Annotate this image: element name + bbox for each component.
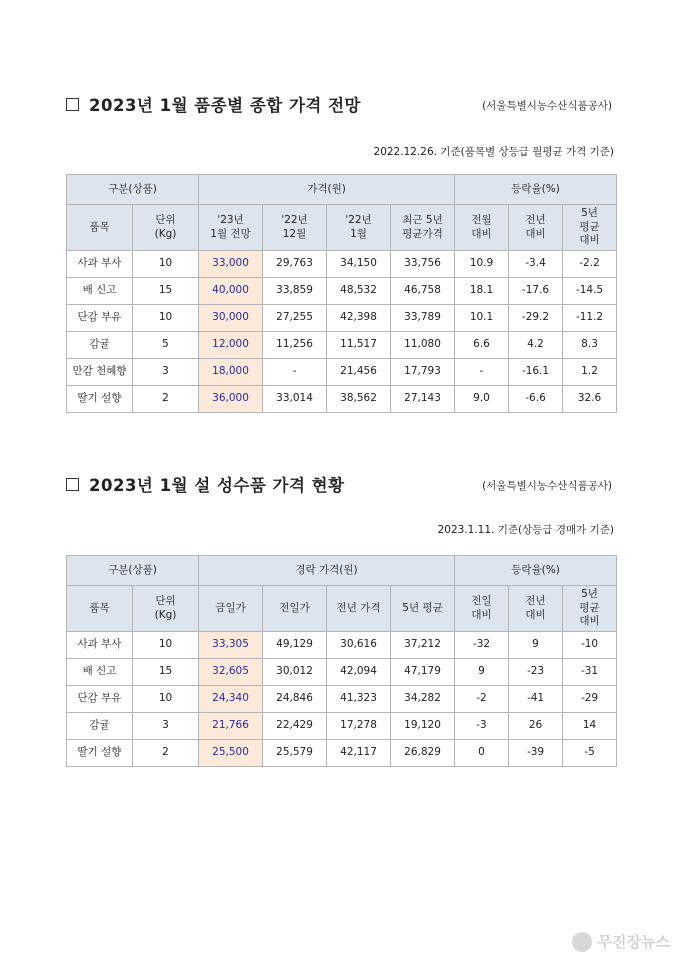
cell-r3: 8.3 (563, 332, 617, 359)
cell-r3: -5 (563, 740, 617, 767)
table-row (67, 332, 617, 359)
section2-source: (서울특별시농수산식품공사) (482, 480, 612, 492)
cell-r3: -14.5 (563, 278, 617, 305)
cell-item: 단감 부유 (67, 686, 133, 713)
cell-c4: 17,793 (391, 359, 455, 386)
header-c1: 금일가 (199, 586, 263, 632)
header-category: 구분(상품) (67, 556, 199, 586)
header-r3: 5년 평균 대비 (563, 205, 617, 251)
header-c1: '23년 1월 전망 (199, 205, 263, 251)
cell-c2: 27,255 (263, 305, 327, 332)
cell-c2: 30,012 (263, 659, 327, 686)
section2-title-text: 2023년 1월 설 성수품 가격 현황 (89, 476, 345, 495)
cell-c4: 47,179 (391, 659, 455, 686)
header-item: 품목 (67, 586, 133, 632)
holiday-price-table (66, 555, 617, 767)
cell-c1: 33,305 (199, 632, 263, 659)
cell-unit: 10 (133, 632, 199, 659)
cell-c2: 49,129 (263, 632, 327, 659)
cell-r2: 4.2 (509, 332, 563, 359)
checkbox-square-icon (66, 478, 79, 491)
cell-c2: 33,014 (263, 386, 327, 413)
cell-c2: 11,256 (263, 332, 327, 359)
watermark (572, 931, 670, 952)
header-r1: 전월 대비 (455, 205, 509, 251)
cell-r3: -11.2 (563, 305, 617, 332)
table-row (67, 359, 617, 386)
header-unit: 단위 (Kg) (133, 205, 199, 251)
cell-item: 단감 부유 (67, 305, 133, 332)
cell-r1: 9 (455, 659, 509, 686)
cell-r3: 14 (563, 713, 617, 740)
header-c2: '22년 12월 (263, 205, 327, 251)
cell-c4: 11,080 (391, 332, 455, 359)
cell-c4: 27,143 (391, 386, 455, 413)
cell-c1: 32,605 (199, 659, 263, 686)
table-row (67, 305, 617, 332)
cell-c3: 42,094 (327, 659, 391, 686)
header-r2: 전년 대비 (509, 205, 563, 251)
cell-c4: 34,282 (391, 686, 455, 713)
cell-r2: 26 (509, 713, 563, 740)
cell-r1: -32 (455, 632, 509, 659)
cell-c3: 42,398 (327, 305, 391, 332)
cell-unit: 5 (133, 332, 199, 359)
header-rate: 등락율(%) (455, 175, 617, 205)
header-c4: 최근 5년 평균가격 (391, 205, 455, 251)
cell-unit: 2 (133, 740, 199, 767)
cell-r1: 9.0 (455, 386, 509, 413)
cell-r2: -17.6 (509, 278, 563, 305)
header-c4: 5년 평균 (391, 586, 455, 632)
cell-item: 사과 부사 (67, 632, 133, 659)
cell-c1: 21,766 (199, 713, 263, 740)
cell-c1: 18,000 (199, 359, 263, 386)
cell-c1: 33,000 (199, 251, 263, 278)
cell-c4: 33,756 (391, 251, 455, 278)
table-row (67, 632, 617, 659)
cell-c3: 42,117 (327, 740, 391, 767)
section1-source: (서울특별시농수산식품공사) (482, 100, 612, 112)
header-r1: 전일 대비 (455, 586, 509, 632)
cell-item: 사과 부사 (67, 251, 133, 278)
cell-c1: 24,340 (199, 686, 263, 713)
cell-c4: 26,829 (391, 740, 455, 767)
cell-item: 감귤 (67, 713, 133, 740)
cell-c3: 11,517 (327, 332, 391, 359)
table-row (67, 713, 617, 740)
header-r2: 전년 대비 (509, 586, 563, 632)
cell-c2: 22,429 (263, 713, 327, 740)
header-rate: 등락율(%) (455, 556, 617, 586)
cell-c4: 33,789 (391, 305, 455, 332)
cell-unit: 10 (133, 305, 199, 332)
section1-title-text: 2023년 1월 품종별 종합 가격 전망 (89, 96, 361, 115)
header-category: 구분(상품) (67, 175, 199, 205)
price-forecast-table (66, 174, 617, 413)
header-price: 경락 가격(원) (199, 556, 455, 586)
cell-item: 딸기 설향 (67, 740, 133, 767)
cell-r1: 0 (455, 740, 509, 767)
header-unit: 단위 (Kg) (133, 586, 199, 632)
table-row (67, 740, 617, 767)
table-row (67, 659, 617, 686)
cell-r3: 32.6 (563, 386, 617, 413)
section2-title (66, 472, 345, 496)
cell-c1: 36,000 (199, 386, 263, 413)
cell-r2: -6.6 (509, 386, 563, 413)
cell-c2: 29,763 (263, 251, 327, 278)
cell-c2: 25,579 (263, 740, 327, 767)
cell-c3: 34,150 (327, 251, 391, 278)
checkbox-square-icon (66, 98, 79, 111)
cell-item: 만감 천혜향 (67, 359, 133, 386)
cell-item: 배 신고 (67, 278, 133, 305)
cell-c3: 38,562 (327, 386, 391, 413)
cell-r3: -29 (563, 686, 617, 713)
header-c3: 전년 가격 (327, 586, 391, 632)
section1-title (66, 92, 361, 116)
table-row (67, 686, 617, 713)
cell-r2: -29.2 (509, 305, 563, 332)
cell-r1: -3 (455, 713, 509, 740)
cell-c1: 25,500 (199, 740, 263, 767)
cell-unit: 2 (133, 386, 199, 413)
cell-c1: 30,000 (199, 305, 263, 332)
cell-c2: 24,846 (263, 686, 327, 713)
cell-r2: 9 (509, 632, 563, 659)
cell-unit: 3 (133, 359, 199, 386)
cell-c2: 33,859 (263, 278, 327, 305)
cell-r3: -2.2 (563, 251, 617, 278)
cell-r2: -16.1 (509, 359, 563, 386)
header-item: 품목 (67, 205, 133, 251)
cell-r3: -31 (563, 659, 617, 686)
cell-unit: 10 (133, 686, 199, 713)
cell-c3: 17,278 (327, 713, 391, 740)
header-c2: 전일가 (263, 586, 327, 632)
cell-r1: - (455, 359, 509, 386)
cell-item: 배 신고 (67, 659, 133, 686)
cell-unit: 3 (133, 713, 199, 740)
news-logo-icon (572, 932, 592, 952)
header-c3: '22년 1월 (327, 205, 391, 251)
cell-unit: 15 (133, 659, 199, 686)
cell-r1: 10.9 (455, 251, 509, 278)
cell-r1: 18.1 (455, 278, 509, 305)
cell-r2: -41 (509, 686, 563, 713)
cell-c3: 48,532 (327, 278, 391, 305)
header-price: 가격(원) (199, 175, 455, 205)
cell-r2: -23 (509, 659, 563, 686)
cell-r2: -3.4 (509, 251, 563, 278)
cell-c4: 37,212 (391, 632, 455, 659)
section2-basis: 2023.1.11. 기준(상등급 경매가 기준) (437, 524, 614, 536)
cell-item: 감귤 (67, 332, 133, 359)
cell-r1: 10.1 (455, 305, 509, 332)
cell-c3: 21,456 (327, 359, 391, 386)
cell-unit: 15 (133, 278, 199, 305)
cell-r1: 6.6 (455, 332, 509, 359)
table-row (67, 386, 617, 413)
cell-c2: - (263, 359, 327, 386)
cell-unit: 10 (133, 251, 199, 278)
header-r3: 5년 평균 대비 (563, 586, 617, 632)
cell-item: 딸기 설향 (67, 386, 133, 413)
cell-c3: 30,616 (327, 632, 391, 659)
cell-c4: 46,758 (391, 278, 455, 305)
cell-r1: -2 (455, 686, 509, 713)
table-row (67, 278, 617, 305)
table-row (67, 251, 617, 278)
cell-c1: 12,000 (199, 332, 263, 359)
cell-r2: -39 (509, 740, 563, 767)
cell-c1: 40,000 (199, 278, 263, 305)
watermark-text: 무진장뉴스 (597, 933, 670, 951)
cell-c3: 41,323 (327, 686, 391, 713)
section1-basis: 2022.12.26. 기준(품목별 상등급 월평균 가격 기준) (373, 146, 614, 158)
cell-r3: -10 (563, 632, 617, 659)
cell-c4: 19,120 (391, 713, 455, 740)
cell-r3: 1.2 (563, 359, 617, 386)
